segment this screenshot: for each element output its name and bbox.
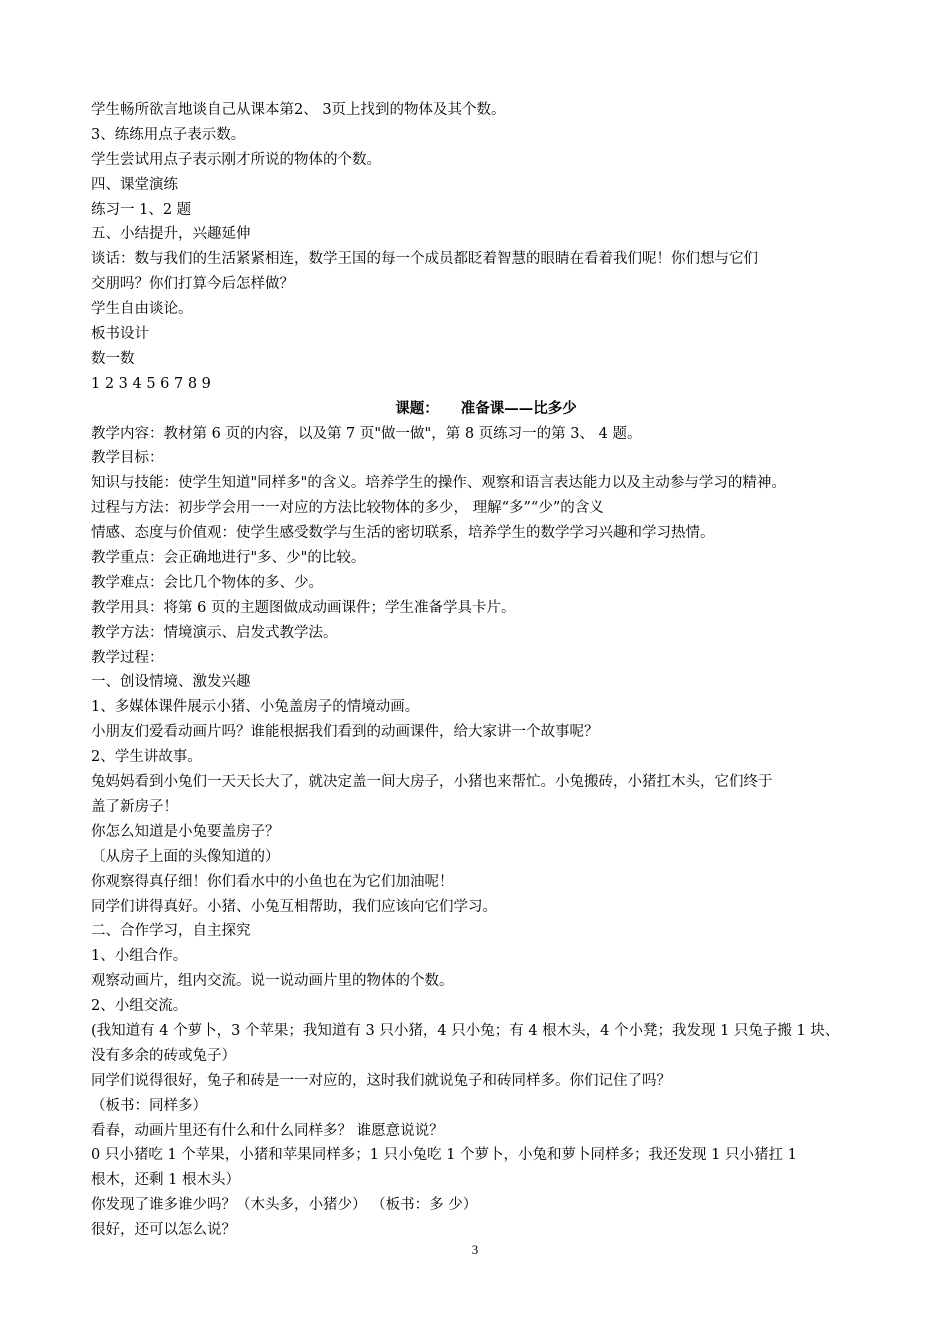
text-line: 教学方法：情境演示、启发式教学法。 [91,624,338,641]
text-line: (我知道有 4 个萝卜，3 个苹果；我知道有 3 只小猪，4 只小兔；有 4 根木头，4 个小凳；我发现 1 只兔子搬 1 块、 [91,1022,840,1039]
lesson-title-text: 准备课——比多少 [460,399,577,417]
section-heading: 一、创设情境、激发兴趣 [91,674,251,691]
text-line: 1、多媒体课件展示小猪、小兔盖房子的情境动画。 [91,699,420,716]
text-line: 教学难点：会比几个物体的多、少。 [91,574,323,591]
text-line: 1、小组合作。 [91,948,188,965]
text-line: 同学们说得很好，兔子和砖是一一对应的，这时我们就说兔子和砖同样多。你们记住了吗？ [91,1072,671,1089]
section-heading: 四、课堂演练 [91,176,178,193]
text-line: 你怎么知道是小兔要盖房子？ [91,823,280,840]
text-line: 过程与方法：初步学会用一一对应的方法比较物体的多少， 理解“多”“少”的含义 [91,500,604,517]
text-line: 教学内容：教材第 6 页的内容，以及第 7 页"做一做"，第 8 页练习一的第 3、 4 题。 [91,425,642,442]
text-line: 小朋友们爱看动画片吗？谁能根据我们看到的动画课件，给大家讲一个故事呢？ [91,724,599,741]
text-line: 数一数 [91,350,135,367]
page-number: 3 [471,1242,479,1257]
text-line: 盖了新房子！ [91,798,178,815]
text-line: 板书设计 [91,326,149,343]
text-line: 学生尝试用点子表示刚才所说的物体的个数。 [91,151,381,168]
document-body [91,98,881,1243]
text-line: 很好，还可以怎么说？ [91,1222,236,1239]
text-line: （板书：同样多） [91,1097,207,1114]
text-line: 你观察得真仔细！你们看水中的小鱼也在为它们加油呢！ [91,873,454,890]
text-line: 教学目标： [91,450,164,467]
text-line: 教学过程： [91,649,164,666]
text-line: 谈话：数与我们的生活紧紧相连，数学王国的每一个成员都眨着智慧的眼睛在看着我们呢！你们想与它们 [91,251,758,268]
text-line: 同学们讲得真好。小猪、小兔互相帮助，我们应该向它们学习。 [91,898,497,915]
text-line: 没有多余的砖或兔子） [91,1047,236,1064]
text-line: 根木，还剩 1 根木头） [91,1172,240,1189]
text-line: 情感、态度与价值观：使学生感受数学与生活的密切联系，培养学生的数学学习兴趣和学习热情。 [91,525,715,542]
text-line: 2、学生讲故事。 [91,749,202,766]
text-line: 练习一 1、2 题 [91,201,192,218]
text-line: 学生自由谈论。 [91,301,193,318]
text-line: 交朋吗？你们打算今后怎样做？ [91,276,294,293]
text-line: 0 只小猪吃 1 个苹果，小猪和苹果同样多；1 只小兔吃 1 个萝卜，小兔和萝卜同样多；我还发现 1 只小猪扛 1 [91,1147,797,1164]
text-line: 教学用具：将第 6 页的主题图做成动画课件；学生准备学具卡片。 [91,599,516,616]
lesson-title [91,397,881,422]
text-line: 你发现了谁多谁少吗？（木头多，小猪少） （板书：多 少） [91,1197,478,1214]
lesson-title-label: 课题： [395,399,439,417]
section-heading: 二、合作学习，自主探究 [91,923,251,940]
text-line: 观察动画片，组内交流。说一说动画片里的物体的个数。 [91,973,454,990]
text-line: 兔妈妈看到小兔们一天天长大了，就决定盖一间大房子，小猪也来帮忙。小兔搬砖，小猪扛木头，它们终于 [91,774,773,791]
text-line: 教学重点：会正确地进行"多、少"的比较。 [91,550,366,567]
text-line: 知识与技能：使学生知道"同样多"的含义。培养学生的操作、观察和语言表达能力以及主动参与学习的精神。 [91,475,786,492]
text-line: 2、小组交流。 [91,998,188,1015]
text-line: 看春，动画片里还有什么和什么同样多？ 谁愿意说说？ [91,1122,444,1139]
text-line: 1 2 3 4 5 6 7 8 9 [91,375,211,392]
text-line: 3、练练用点子表示数。 [91,126,246,143]
text-line: 〔从房子上面的头像知道的） [91,848,280,865]
section-heading: 五、小结提升，兴趣延伸 [91,226,251,243]
text-line: 学生畅所欲言地谈自己从课本第2、 3页上找到的物体及其个数。 [91,102,506,118]
